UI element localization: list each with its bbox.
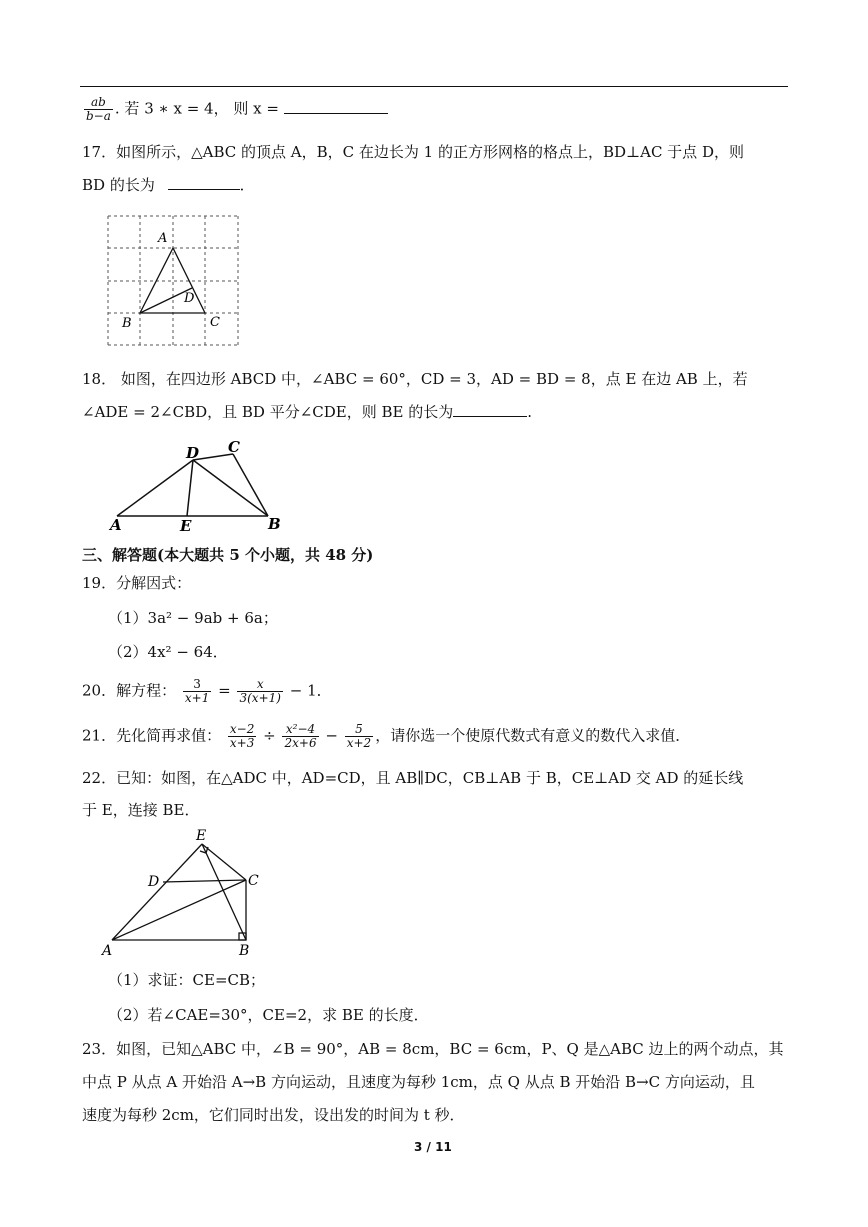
q16-tail-text: . 若 3 ∗ x = 4， 则 x = <box>114 99 279 118</box>
q16-frac-den: b−a <box>86 109 111 123</box>
q20-suffix: − 1． <box>289 681 332 700</box>
q16-answer-blank[interactable] <box>284 99 388 114</box>
q23-line1: 23．如图，已知△ABC 中，∠B = 90°，AB = 8cm，BC = 6cm，P、Q 是△ABC 边上的两个动点，其 <box>82 1040 784 1058</box>
q21-fraction-3 <box>345 723 373 750</box>
q21-fraction-2 <box>282 723 318 750</box>
q22-part2: （2）若∠CAE=30°，CE=2，求 BE 的长度． <box>108 1006 429 1024</box>
q20-f1-num: 3 <box>183 678 211 692</box>
q20-f2-den: 3(x+1) <box>239 691 281 705</box>
q21-f2-num: x²−4 <box>282 723 318 737</box>
q22-part1: （1）求证：CE=CB； <box>108 971 266 989</box>
q22-line1: 22．已知：如图，在△ADC 中，AD=CD，且 AB∥DC，CB⊥AB 于 B，CE⊥AD 交 AD 的延长线 <box>82 769 744 787</box>
q23-line3: 速度为每秒 2cm，它们同时出发，设出发的时间为 t 秒． <box>82 1106 465 1124</box>
q21-prefix: 21．先化简再求值： <box>82 726 222 745</box>
q18-answer-blank[interactable] <box>453 402 527 417</box>
q18-line2-end: . <box>527 403 533 421</box>
q21-f2-den: 2x+6 <box>284 736 317 750</box>
q22-line2: 于 E，连接 BE． <box>82 801 200 819</box>
q20-prefix: 20．解方程： <box>82 681 177 700</box>
q21-f3-num: 5 <box>345 723 373 737</box>
q21-minus: − <box>325 726 338 745</box>
q21-divide: ÷ <box>263 726 276 745</box>
q16-fraction <box>84 96 113 123</box>
q22-geometry <box>112 844 246 940</box>
q18-label-D: D <box>186 444 200 462</box>
q17-label-B: B <box>122 316 132 331</box>
q17-label-A: A <box>158 231 168 246</box>
q16-frac-num: ab <box>84 96 113 110</box>
q22-label-D: D <box>148 874 160 890</box>
q17-triangle <box>140 248 205 313</box>
q19-part1: （1）3a² − 9ab + 6a； <box>108 609 278 627</box>
q20-line <box>82 678 332 705</box>
q18-quadrilateral <box>117 454 268 516</box>
q17-answer-blank[interactable] <box>168 175 240 190</box>
q17-line2 <box>82 175 255 195</box>
q18-label-C: C <box>228 438 240 456</box>
q22-label-A: A <box>102 943 113 958</box>
q22-label-B: B <box>239 943 250 958</box>
q16-tail-line <box>82 96 388 123</box>
q18-figure <box>100 432 300 536</box>
q20-f1-den: x+1 <box>184 691 210 705</box>
page-number: 3 / 11 <box>414 1140 452 1154</box>
q22-figure <box>96 824 276 958</box>
q21-f3-den: x+2 <box>346 736 372 750</box>
q22-label-C: C <box>248 873 259 889</box>
q17-grid-figure <box>100 208 250 348</box>
q20-equals: = <box>218 681 231 700</box>
q19-title: 19．分解因式： <box>82 574 192 592</box>
q21-f1-den: x+3 <box>229 736 255 750</box>
q17-label-C: C <box>210 315 220 330</box>
q17-line2-text: BD 的长为 <box>82 176 155 194</box>
q20-fraction-2 <box>237 678 282 705</box>
q18-label-A: A <box>110 516 122 534</box>
header-rule <box>80 86 788 87</box>
q17-label-D: D <box>184 291 195 306</box>
q18-line2 <box>82 402 532 422</box>
q17-line1: 17．如图所示，△ABC 的顶点 A，B，C 在边长为 1 的正方形网格的格点上，BD⊥AC 于点 D，则 <box>82 143 744 161</box>
section3-title: 三、解答题(本大题共 5 个小题，共 48 分) <box>82 546 374 564</box>
q18-line1: 18． 如图，在四边形 ABCD 中，∠ABC = 60°，CD = 3，AD = BD = 8，点 E 在边 AB 上，若 <box>82 370 748 388</box>
q18-label-B: B <box>268 515 281 533</box>
q21-f1-num: x−2 <box>229 722 255 736</box>
q18-label-E: E <box>180 517 192 535</box>
q23-line2: 中点 P 从点 A 开始沿 A→B 方向运动，且速度为每秒 1cm，点 Q 从点 B 开始沿 B→C 方向运动，且 <box>82 1073 755 1091</box>
q19-part2: （2）4x² − 64． <box>108 643 228 661</box>
q17-line2-end: ． <box>239 176 255 194</box>
q20-f2-num: x <box>237 678 282 692</box>
q18-line2-text: ∠ADE = 2∠CBD，且 BD 平分∠CDE，则 BE 的长为 <box>82 403 454 421</box>
q22-label-E: E <box>196 828 207 844</box>
q20-fraction-1 <box>183 678 211 705</box>
q21-suffix: ，请你选一个使原代数式有意义的数代入求值． <box>375 726 691 745</box>
q21-line <box>82 723 690 750</box>
q21-fraction-1 <box>228 723 256 750</box>
